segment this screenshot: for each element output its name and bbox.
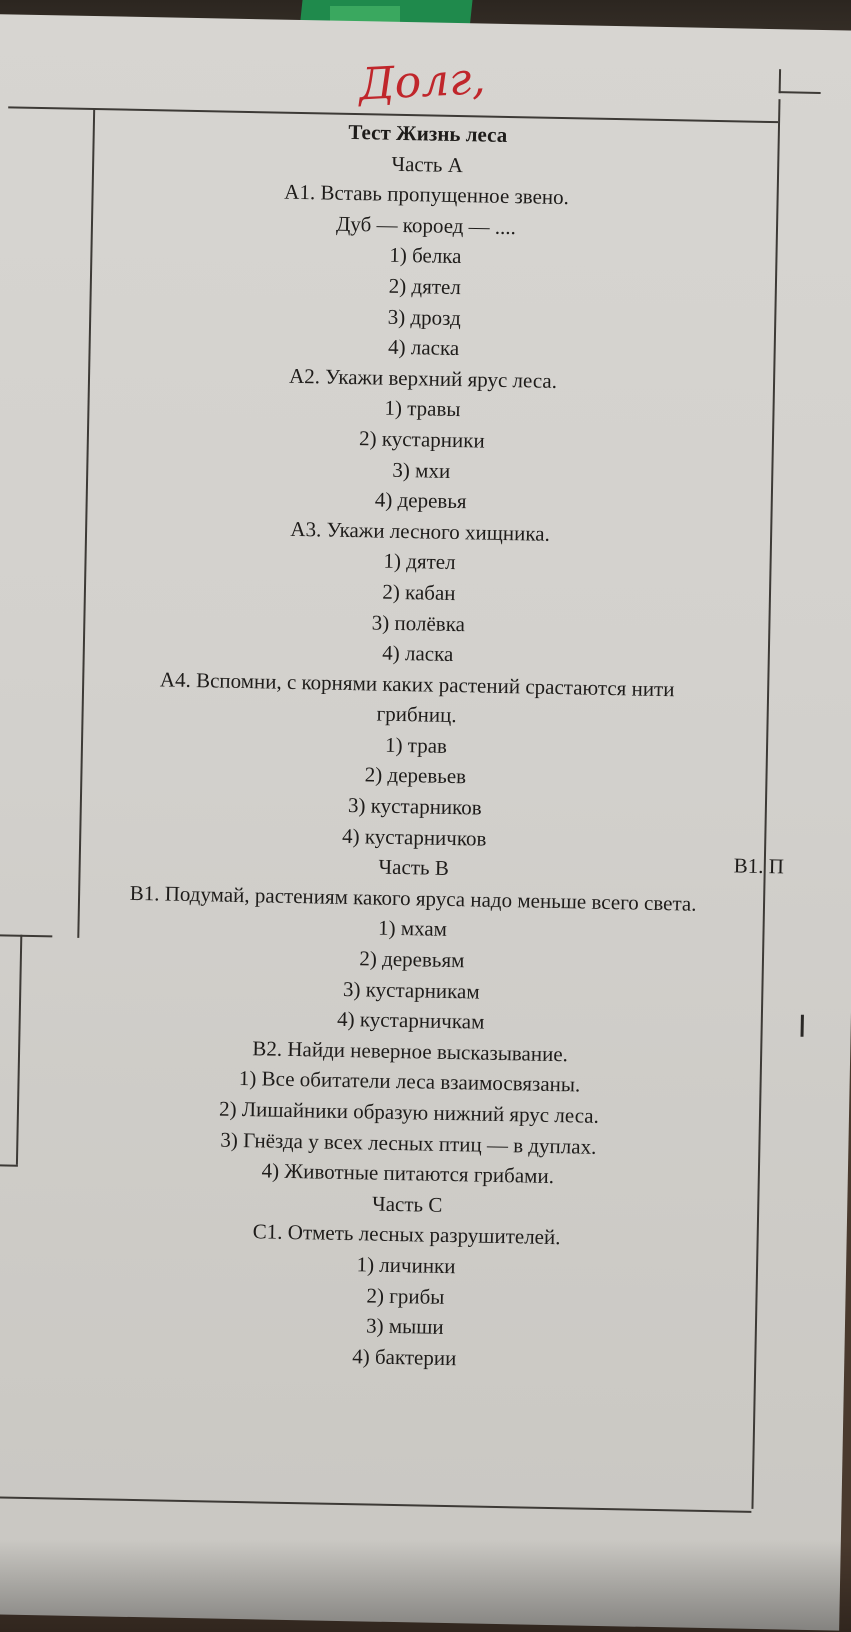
bottom-shadow bbox=[0, 1540, 851, 1632]
handwritten-signature: Долг, bbox=[357, 53, 487, 111]
option-b1-2: 2) деревьям bbox=[359, 946, 465, 973]
test-sheet bbox=[0, 14, 851, 1631]
option-a2-4: 4) деревья bbox=[374, 487, 467, 514]
question-b1: В1. Подумай, растениям какого яруса надо меньше всего света. bbox=[129, 880, 697, 916]
option-a2-2: 2) кустарники bbox=[358, 426, 485, 453]
question-b2: В2. Найди неверное высказывание. bbox=[252, 1036, 569, 1067]
option-c1-2: 2) грибы bbox=[366, 1283, 445, 1309]
question-a4: А4. Вспомни, с корнями каких растений срастаются нити грибниц. bbox=[159, 667, 675, 728]
question-c1: С1. Отметь лесных разрушителей. bbox=[252, 1219, 561, 1250]
option-a3-1: 1) дятел bbox=[383, 548, 456, 575]
test-title: Тест Жизнь леса bbox=[348, 119, 508, 147]
option-c1-1: 1) личинки bbox=[356, 1252, 456, 1279]
option-a3-3: 3) полёвка bbox=[371, 609, 466, 636]
option-a4-1: 1) трав bbox=[384, 732, 448, 758]
option-a3-4: 4) ласка bbox=[382, 640, 454, 667]
part-a-heading: Часть А bbox=[391, 151, 464, 177]
test-content bbox=[59, 112, 773, 1379]
option-b2-2: 2) Лишайники образую нижний ярус леса. bbox=[218, 1096, 600, 1128]
option-a2-3: 3) мхи bbox=[392, 457, 451, 483]
option-a1-2: 2) дятел bbox=[388, 273, 462, 300]
option-a1-4: 4) ласка bbox=[387, 334, 460, 361]
adjacent-column-mark bbox=[801, 1015, 804, 1037]
part-b-heading: Часть В bbox=[378, 854, 450, 881]
option-b1-1: 1) мхам bbox=[377, 916, 448, 942]
option-b2-4: 4) Животные питаются грибами. bbox=[261, 1158, 555, 1189]
option-a1-1: 1) белка bbox=[389, 243, 462, 269]
option-a1-3: 3) дрозд bbox=[387, 304, 462, 330]
question-a1: А1. Вставь пропущенное звено. bbox=[284, 179, 570, 210]
option-b2-3: 3) Гнёзда у всех лесных птиц — в дуплах. bbox=[220, 1127, 597, 1159]
option-a3-2: 2) кабан bbox=[382, 579, 456, 605]
option-a2-1: 1) травы bbox=[384, 395, 461, 422]
adjacent-column-fragment: В1. П bbox=[733, 853, 785, 879]
option-c1-4: 4) бактерии bbox=[351, 1343, 457, 1370]
question-a1-sub: Дуб — короед — .... bbox=[335, 211, 517, 239]
option-a4-2: 2) деревьев bbox=[364, 762, 467, 789]
option-b1-3: 3) кустарникам bbox=[342, 976, 480, 1004]
corner-mark bbox=[779, 69, 821, 94]
option-b1-4: 4) кустарничкам bbox=[336, 1007, 485, 1034]
option-b2-1: 1) Все обитатели леса взаимосвязаны. bbox=[238, 1066, 581, 1097]
option-a4-3: 3) кустарников bbox=[347, 793, 482, 820]
option-c1-3: 3) мыши bbox=[365, 1313, 444, 1340]
row-divider-left-2 bbox=[0, 1164, 18, 1167]
part-c-heading: Часть С bbox=[371, 1191, 443, 1217]
question-a2: А2. Укажи верхний ярус леса. bbox=[288, 363, 558, 393]
question-a3: А3. Укажи лесного хищника. bbox=[290, 516, 551, 546]
option-a4-4: 4) кустарничков bbox=[341, 823, 487, 851]
